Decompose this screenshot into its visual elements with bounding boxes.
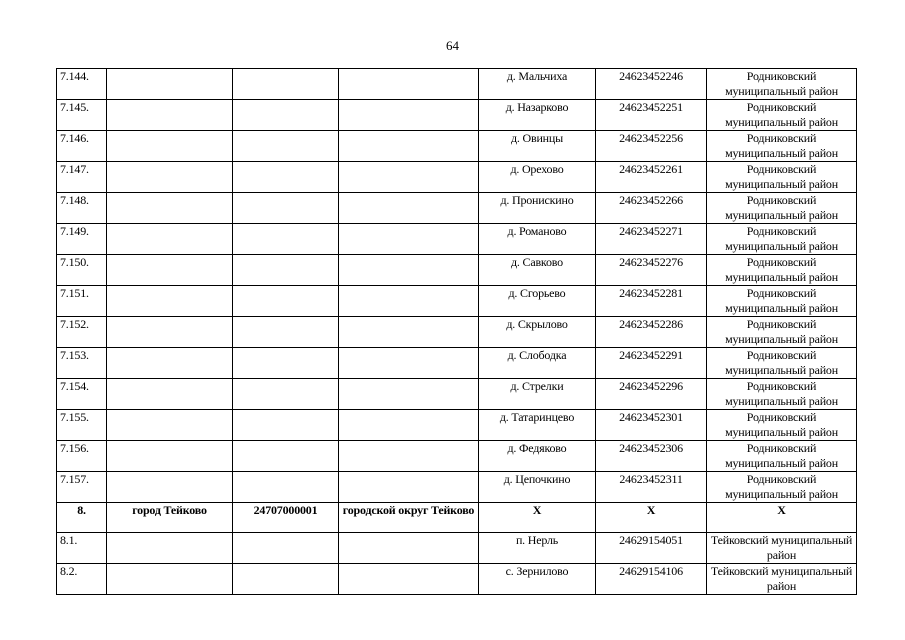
settlement-name-cell: д. Слободка (479, 348, 596, 379)
municipality-type-cell (339, 224, 479, 255)
municipality-name-cell (107, 193, 233, 224)
municipality-type-cell (339, 533, 479, 564)
municipality-type-cell (339, 348, 479, 379)
settlements-table (56, 68, 857, 595)
district-name-cell: Тейковский муниципальный район (707, 564, 857, 595)
table-row (57, 564, 857, 595)
row-number-cell: 7.144. (57, 69, 107, 100)
district-name-cell: Родниковский муниципальный район (707, 100, 857, 131)
row-number-cell: 7.145. (57, 100, 107, 131)
municipality-name-cell (107, 317, 233, 348)
settlement-name-cell: д. Овинцы (479, 131, 596, 162)
settlement-name-cell: д. Федяково (479, 441, 596, 472)
municipality-name-cell (107, 410, 233, 441)
table-row (57, 317, 857, 348)
row-number-cell: 7.156. (57, 441, 107, 472)
settlement-code-cell: 24623452256 (596, 131, 707, 162)
municipality-type-cell (339, 317, 479, 348)
municipality-code-cell (233, 131, 339, 162)
settlement-code-cell: 24623452301 (596, 410, 707, 441)
municipality-code-cell (233, 533, 339, 564)
row-number-cell: 7.148. (57, 193, 107, 224)
municipality-name-cell (107, 162, 233, 193)
district-name-cell: Родниковский муниципальный район (707, 472, 857, 503)
municipality-code-cell (233, 564, 339, 595)
settlement-name-cell: д. Мальчиха (479, 69, 596, 100)
district-name-cell: Родниковский муниципальный район (707, 193, 857, 224)
settlement-code-cell: 24623452261 (596, 162, 707, 193)
settlement-code-cell: 24623452266 (596, 193, 707, 224)
municipality-name-cell (107, 100, 233, 131)
row-number-cell: 7.157. (57, 472, 107, 503)
settlement-name-cell: п. Нерль (479, 533, 596, 564)
settlement-code-cell: 24623452311 (596, 472, 707, 503)
settlement-name-cell: д. Назарково (479, 100, 596, 131)
settlement-name-cell: Х (479, 503, 596, 533)
municipality-type-cell (339, 379, 479, 410)
row-number-cell: 7.147. (57, 162, 107, 193)
district-name-cell: Родниковский муниципальный район (707, 224, 857, 255)
row-number-cell: 7.153. (57, 348, 107, 379)
settlement-code-cell: 24623452246 (596, 69, 707, 100)
settlement-name-cell: д. Сгорьево (479, 286, 596, 317)
municipality-code-cell (233, 379, 339, 410)
municipality-type-cell (339, 472, 479, 503)
municipality-name-cell (107, 255, 233, 286)
district-name-cell: Родниковский муниципальный район (707, 162, 857, 193)
municipality-name-cell (107, 69, 233, 100)
table-row (57, 69, 857, 100)
row-number-cell: 7.146. (57, 131, 107, 162)
row-number-cell: 7.155. (57, 410, 107, 441)
district-name-cell: Родниковский муниципальный район (707, 441, 857, 472)
municipality-type-cell (339, 410, 479, 441)
district-name-cell: Родниковский муниципальный район (707, 379, 857, 410)
municipality-code-cell (233, 317, 339, 348)
district-name-cell: Тейковский муниципальный район (707, 533, 857, 564)
municipality-code-cell (233, 162, 339, 193)
table-row (57, 255, 857, 286)
municipality-name-cell (107, 379, 233, 410)
table-row (57, 100, 857, 131)
municipality-name-cell (107, 533, 233, 564)
district-name-cell: Х (707, 503, 857, 533)
row-number-cell: 7.152. (57, 317, 107, 348)
table-row (57, 131, 857, 162)
municipality-code-cell (233, 348, 339, 379)
municipality-code-cell (233, 472, 339, 503)
municipality-type-cell (339, 193, 479, 224)
municipality-type-cell (339, 131, 479, 162)
settlement-code-cell: 24623452291 (596, 348, 707, 379)
municipality-code-cell (233, 286, 339, 317)
municipality-name-cell (107, 131, 233, 162)
row-number-cell: 7.149. (57, 224, 107, 255)
table-row (57, 224, 857, 255)
municipality-code-cell (233, 255, 339, 286)
municipality-name-cell (107, 348, 233, 379)
municipality-name-cell: город Тейково (107, 503, 233, 533)
settlement-name-cell: д. Цепочкино (479, 472, 596, 503)
settlement-name-cell: д. Скрылово (479, 317, 596, 348)
settlement-code-cell: 24623452271 (596, 224, 707, 255)
municipality-type-cell (339, 100, 479, 131)
municipality-name-cell (107, 441, 233, 472)
table-row (57, 441, 857, 472)
municipality-type-cell (339, 564, 479, 595)
district-name-cell: Родниковский муниципальный район (707, 255, 857, 286)
table-row (57, 348, 857, 379)
municipality-code-cell: 24707000001 (233, 503, 339, 533)
table-row (57, 162, 857, 193)
row-number-cell: 7.151. (57, 286, 107, 317)
municipality-code-cell (233, 193, 339, 224)
table-row (57, 472, 857, 503)
district-name-cell: Родниковский муниципальный район (707, 69, 857, 100)
settlement-code-cell: 24629154106 (596, 564, 707, 595)
settlement-name-cell: с. Зернилово (479, 564, 596, 595)
table-row (57, 193, 857, 224)
table-row (57, 379, 857, 410)
settlement-code-cell: 24623452296 (596, 379, 707, 410)
settlement-code-cell: Х (596, 503, 707, 533)
table-row (57, 503, 857, 533)
district-name-cell: Родниковский муниципальный район (707, 410, 857, 441)
settlement-code-cell: 24629154051 (596, 533, 707, 564)
table-row (57, 533, 857, 564)
settlement-name-cell: д. Савково (479, 255, 596, 286)
settlement-code-cell: 24623452281 (596, 286, 707, 317)
row-number-cell: 7.154. (57, 379, 107, 410)
municipality-code-cell (233, 224, 339, 255)
row-number-cell: 7.150. (57, 255, 107, 286)
settlement-name-cell: д. Пронискино (479, 193, 596, 224)
municipality-type-cell (339, 255, 479, 286)
settlement-name-cell: д. Стрелки (479, 379, 596, 410)
district-name-cell: Родниковский муниципальный район (707, 286, 857, 317)
row-number-cell: 8. (57, 503, 107, 533)
row-number-cell: 8.2. (57, 564, 107, 595)
table-row (57, 286, 857, 317)
row-number-cell: 8.1. (57, 533, 107, 564)
municipality-type-cell: городской округ Тейково (339, 503, 479, 533)
municipality-name-cell (107, 472, 233, 503)
district-name-cell: Родниковский муниципальный район (707, 131, 857, 162)
municipality-type-cell (339, 162, 479, 193)
municipality-code-cell (233, 441, 339, 472)
settlement-code-cell: 24623452286 (596, 317, 707, 348)
municipality-type-cell (339, 441, 479, 472)
municipality-type-cell (339, 69, 479, 100)
settlement-name-cell: д. Орехово (479, 162, 596, 193)
municipality-name-cell (107, 224, 233, 255)
page-number: 64 (446, 38, 459, 53)
municipality-code-cell (233, 69, 339, 100)
district-name-cell: Родниковский муниципальный район (707, 317, 857, 348)
municipality-code-cell (233, 410, 339, 441)
district-name-cell: Родниковский муниципальный район (707, 348, 857, 379)
municipality-code-cell (233, 100, 339, 131)
settlement-name-cell: д. Романово (479, 224, 596, 255)
municipality-name-cell (107, 564, 233, 595)
settlement-code-cell: 24623452276 (596, 255, 707, 286)
table-row (57, 410, 857, 441)
settlement-code-cell: 24623452251 (596, 100, 707, 131)
settlement-name-cell: д. Татаринцево (479, 410, 596, 441)
municipality-name-cell (107, 286, 233, 317)
settlement-code-cell: 24623452306 (596, 441, 707, 472)
municipality-type-cell (339, 286, 479, 317)
